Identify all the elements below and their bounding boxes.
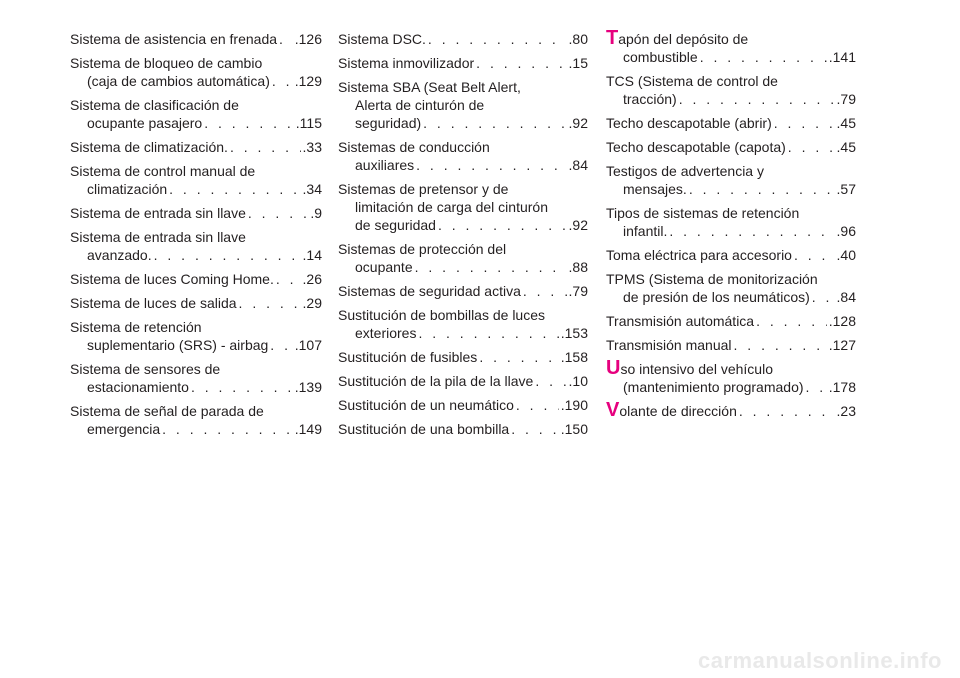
index-entry (606, 27, 856, 66)
index-entry-line (338, 348, 588, 366)
index-entry (606, 399, 856, 421)
index-entry-line (338, 156, 588, 174)
index-entry-line (606, 204, 856, 222)
index-column-2 (338, 30, 588, 444)
dot-leader (698, 48, 827, 66)
index-entry (606, 270, 856, 306)
page-number: .128 (828, 313, 856, 329)
index-entry-text: Sistema de entrada sin llave (70, 229, 246, 245)
index-entry-line (70, 180, 322, 198)
index-entry-line (338, 30, 588, 48)
index-entry-text: Sistema de retención (70, 319, 202, 335)
page-number: .80 (568, 31, 588, 47)
dot-leader (474, 54, 566, 72)
index-entry-text: tracción) (623, 91, 677, 107)
dot-leader (270, 72, 293, 90)
index-entry (606, 336, 856, 354)
index-entry-line (338, 96, 588, 114)
page-number: .40 (836, 247, 856, 263)
index-entry-text: infantil. (623, 223, 668, 239)
index-entry-line (70, 294, 322, 312)
index-entry-line (606, 48, 856, 66)
index-entry-line (338, 198, 588, 216)
index-entry (70, 360, 322, 396)
index-entry-text: (mantenimiento programado) (623, 379, 804, 395)
index-entry-text: de presión de los neumáticos) (623, 289, 810, 305)
dot-leader (202, 114, 294, 132)
page-number: .126 (294, 31, 322, 47)
index-entry (70, 30, 322, 48)
index-entry-line (606, 180, 856, 198)
index-entry-line (606, 27, 856, 49)
index-entry-text: Sistema de bloqueo de cambio (70, 55, 263, 71)
index-entry-text: Transmisión manual (606, 337, 732, 353)
page-number: .29 (302, 295, 322, 311)
page-number: .79 (568, 283, 588, 299)
dot-leader (533, 372, 566, 390)
page-number: .45 (836, 115, 856, 131)
index-entry (70, 294, 322, 312)
dot-leader (237, 294, 301, 312)
index-entry-line (606, 90, 856, 108)
dot-leader (521, 282, 567, 300)
index-entry-line (338, 396, 588, 414)
page-number: .115 (295, 115, 322, 131)
index-entry (70, 54, 322, 90)
index-entry-line (606, 114, 856, 132)
index-entry-line (338, 420, 588, 438)
index-entry-text: Sistema de luces de salida (70, 295, 237, 311)
index-entry (70, 270, 322, 288)
index-entry-text: auxiliares (355, 157, 415, 173)
page-number: .190 (560, 397, 588, 413)
dot-leader (667, 222, 834, 240)
page-number: .23 (836, 403, 856, 419)
index-entry-text: de seguridad (355, 217, 436, 233)
dot-leader (754, 312, 827, 330)
index-entry-text: Sistemas de pretensor y de (338, 181, 509, 197)
index-entry-text: Sistema de señal de parada de (70, 403, 264, 419)
index-entry-text: mensajes. (623, 181, 687, 197)
index-entry-line (70, 72, 322, 90)
index-entry (606, 312, 856, 330)
page-number: .141 (828, 49, 856, 65)
index-entry-text: Sistemas de seguridad activa (338, 283, 521, 299)
index-entry-line (338, 324, 588, 342)
index-entry-text: Sistema de clasificación de (70, 97, 239, 113)
index-entry (70, 138, 322, 156)
index-entry (606, 162, 856, 198)
dot-leader (687, 180, 835, 198)
dot-leader (277, 30, 293, 48)
index-entry-line (70, 270, 322, 288)
index-entry-text: avanzado. (87, 247, 152, 263)
index-entry-line (70, 378, 322, 396)
index-entry-text: ocupante pasajero (87, 115, 203, 131)
dot-leader (792, 246, 835, 264)
index-entry (70, 204, 322, 222)
index-entry (338, 372, 588, 390)
index-entry-text: so intensivo del vehículo (620, 361, 773, 377)
index-entry-text: Techo descapotable (capota) (606, 139, 786, 155)
page-number: .14 (302, 247, 322, 263)
index-entry-line (606, 72, 856, 90)
index-entry (70, 228, 322, 264)
dot-leader (416, 324, 558, 342)
index-entry-line (70, 162, 322, 180)
index-entry-text: Transmisión automática (606, 313, 755, 329)
index-entry (338, 348, 588, 366)
index-entry-line (70, 246, 322, 264)
index-entry-text: Sistema SBA (Seat Belt Alert, (338, 79, 521, 95)
index-entry (70, 402, 322, 438)
index-entry-line (606, 312, 856, 330)
index-entry-text: Sistema de luces Coming Home. (70, 271, 274, 287)
index-entry (338, 240, 588, 276)
page-number: .178 (828, 379, 856, 395)
index-column-3 (606, 27, 856, 426)
index-entry (338, 306, 588, 342)
index-entry (338, 396, 588, 414)
dot-leader (268, 336, 292, 354)
page-number: .88 (568, 259, 588, 275)
page-number: .33 (302, 139, 322, 155)
dot-leader (804, 378, 827, 396)
dot-leader (477, 348, 558, 366)
page-number: .9 (310, 205, 322, 221)
dot-leader (421, 114, 566, 132)
index-entry-text: exteriores (355, 325, 417, 341)
page-number: .127 (828, 337, 856, 353)
index-entry-text: Sistema de asistencia en frenada (70, 31, 278, 47)
index-entry-line (70, 96, 322, 114)
dot-leader (274, 270, 301, 288)
index-entry-text: apón del depósito de (618, 31, 749, 47)
index-entry-text: Sustitución de un neumático (338, 397, 514, 413)
index-entry-line (70, 30, 322, 48)
index-entry-line (338, 54, 588, 72)
page-number: .10 (568, 373, 588, 389)
page-number: .129 (294, 73, 322, 89)
index-entry-text: estacionamiento (87, 379, 189, 395)
index-entry-text: Techo descapotable (abrir) (606, 115, 772, 131)
index-entry (70, 318, 322, 354)
index-entry-text: suplementario (SRS) - airbag (87, 337, 269, 353)
dot-leader (414, 156, 566, 174)
index-entry-line (606, 222, 856, 240)
index-entry-text: Sistema de climatización. (70, 139, 228, 155)
page-number: .15 (568, 55, 588, 71)
dot-leader (152, 246, 301, 264)
section-initial-letter: T (606, 27, 619, 49)
section-initial-letter: V (606, 399, 620, 421)
index-entry-line (606, 288, 856, 306)
index-entry (606, 114, 856, 132)
index-entry-line (70, 54, 322, 72)
page-number: .57 (836, 181, 856, 197)
index-entry-line (70, 420, 322, 438)
index-entry-text: Sustitución de una bombilla (338, 421, 510, 437)
index-entry (338, 30, 588, 48)
dot-leader (786, 138, 835, 156)
index-entry-line (606, 336, 856, 354)
page-number: .84 (836, 289, 856, 305)
page-number: .149 (294, 421, 322, 437)
index-entry (606, 204, 856, 240)
index-entry (606, 246, 856, 264)
index-entry-line (338, 114, 588, 132)
dot-leader (167, 180, 300, 198)
index-entry-text: Sustitución de fusibles (338, 349, 478, 365)
index-entry-line (606, 378, 856, 396)
index-entry (338, 54, 588, 72)
index-entry-line (70, 402, 322, 420)
page-number: .84 (568, 157, 588, 173)
index-entry-line (70, 360, 322, 378)
page-number: .107 (294, 337, 322, 353)
page-number: .150 (560, 421, 588, 437)
dot-leader (189, 378, 293, 396)
index-entry-line (338, 180, 588, 198)
index-entry-text: combustible (623, 49, 698, 65)
index-entry-line (70, 138, 322, 156)
index-entry-line (70, 318, 322, 336)
dot-leader (677, 90, 835, 108)
index-entry-text: Toma eléctrica para accesorio (606, 247, 792, 263)
index-entry-line (338, 138, 588, 156)
watermark: carmanualsonline.info (698, 648, 942, 673)
index-entry-text: Sistema inmovilizador (338, 55, 475, 71)
index-entry (338, 420, 588, 438)
page-number: .92 (568, 115, 588, 131)
index-entry (70, 162, 322, 198)
page-number: .153 (560, 325, 588, 341)
index-entry-line (338, 372, 588, 390)
page-number: .139 (294, 379, 322, 395)
index-entry-text: Testigos de advertencia y (606, 163, 764, 179)
index-entry-line (338, 240, 588, 258)
dot-leader (426, 30, 567, 48)
page-number: .45 (836, 139, 856, 155)
index-column-1 (70, 30, 322, 444)
dot-leader (246, 204, 308, 222)
dot-leader (772, 114, 835, 132)
page-number: .96 (836, 223, 856, 239)
index-entry-line (338, 216, 588, 234)
index-entry-text: Sistemas de protección del (338, 241, 507, 257)
section-initial-letter: U (606, 357, 621, 379)
index-entry-text: Sistema DSC. (338, 31, 426, 47)
index-entry-text: Sistema de sensores de (70, 361, 221, 377)
index-entry-text: seguridad) (355, 115, 422, 131)
dot-leader (514, 396, 559, 414)
index-entry-text: Alerta de cinturón de (355, 97, 485, 113)
index-entry-line (70, 228, 322, 246)
page-number: .34 (302, 181, 322, 197)
page-number: .79 (836, 91, 856, 107)
dot-leader (228, 138, 301, 156)
index-entry-text: Sistema de entrada sin llave (70, 205, 246, 221)
page-number: .26 (302, 271, 322, 287)
dot-leader (732, 336, 827, 354)
index-entry (338, 282, 588, 300)
index-entry-line (70, 114, 322, 132)
dot-leader (160, 420, 293, 438)
index-entry-line (606, 246, 856, 264)
index-entry-text: (caja de cambios automática) (87, 73, 270, 89)
index-entry-text: Sistema de control manual de (70, 163, 256, 179)
index-entry-text: limitación de carga del cinturón (355, 199, 548, 215)
index-entry-text: TCS (Sistema de control de (606, 73, 778, 89)
index-entry-line (338, 258, 588, 276)
dot-leader (810, 288, 835, 306)
index-entry (70, 96, 322, 132)
index-entry (338, 180, 588, 234)
index-entry-text: ocupante (355, 259, 413, 275)
index-entry-line (338, 78, 588, 96)
index-entry-text: olante de dirección (619, 403, 737, 419)
dot-leader (436, 216, 567, 234)
index-entry-text: Tipos de sistemas de retención (606, 205, 800, 221)
index-entry (606, 357, 856, 396)
index-entry-line (70, 204, 322, 222)
index-entry-text: Sistemas de conducción (338, 139, 490, 155)
index-entry (338, 78, 588, 132)
index-entry (338, 138, 588, 174)
index-entry-line (606, 162, 856, 180)
page-number: .92 (568, 217, 588, 233)
index-entry-line (606, 270, 856, 288)
dot-leader (737, 402, 835, 420)
index-entry-line (338, 306, 588, 324)
index-entry-text: TPMS (Sistema de monitorización (606, 271, 818, 287)
index-entry (606, 138, 856, 156)
index-entry (606, 72, 856, 108)
dot-leader (509, 420, 559, 438)
index-entry-text: Sustitución de la pila de la llave (338, 373, 534, 389)
index-entry-text: climatización (87, 181, 168, 197)
index-entry-text: emergencia (87, 421, 161, 437)
index-entry-text: Sustitución de bombillas de luces (338, 307, 546, 323)
dot-leader (413, 258, 567, 276)
index-entry-line (606, 138, 856, 156)
page-number: .158 (560, 349, 588, 365)
index-entry-line (606, 357, 856, 379)
index-entry-line (70, 336, 322, 354)
index-entry-line (338, 282, 588, 300)
index-entry-line (606, 399, 856, 421)
